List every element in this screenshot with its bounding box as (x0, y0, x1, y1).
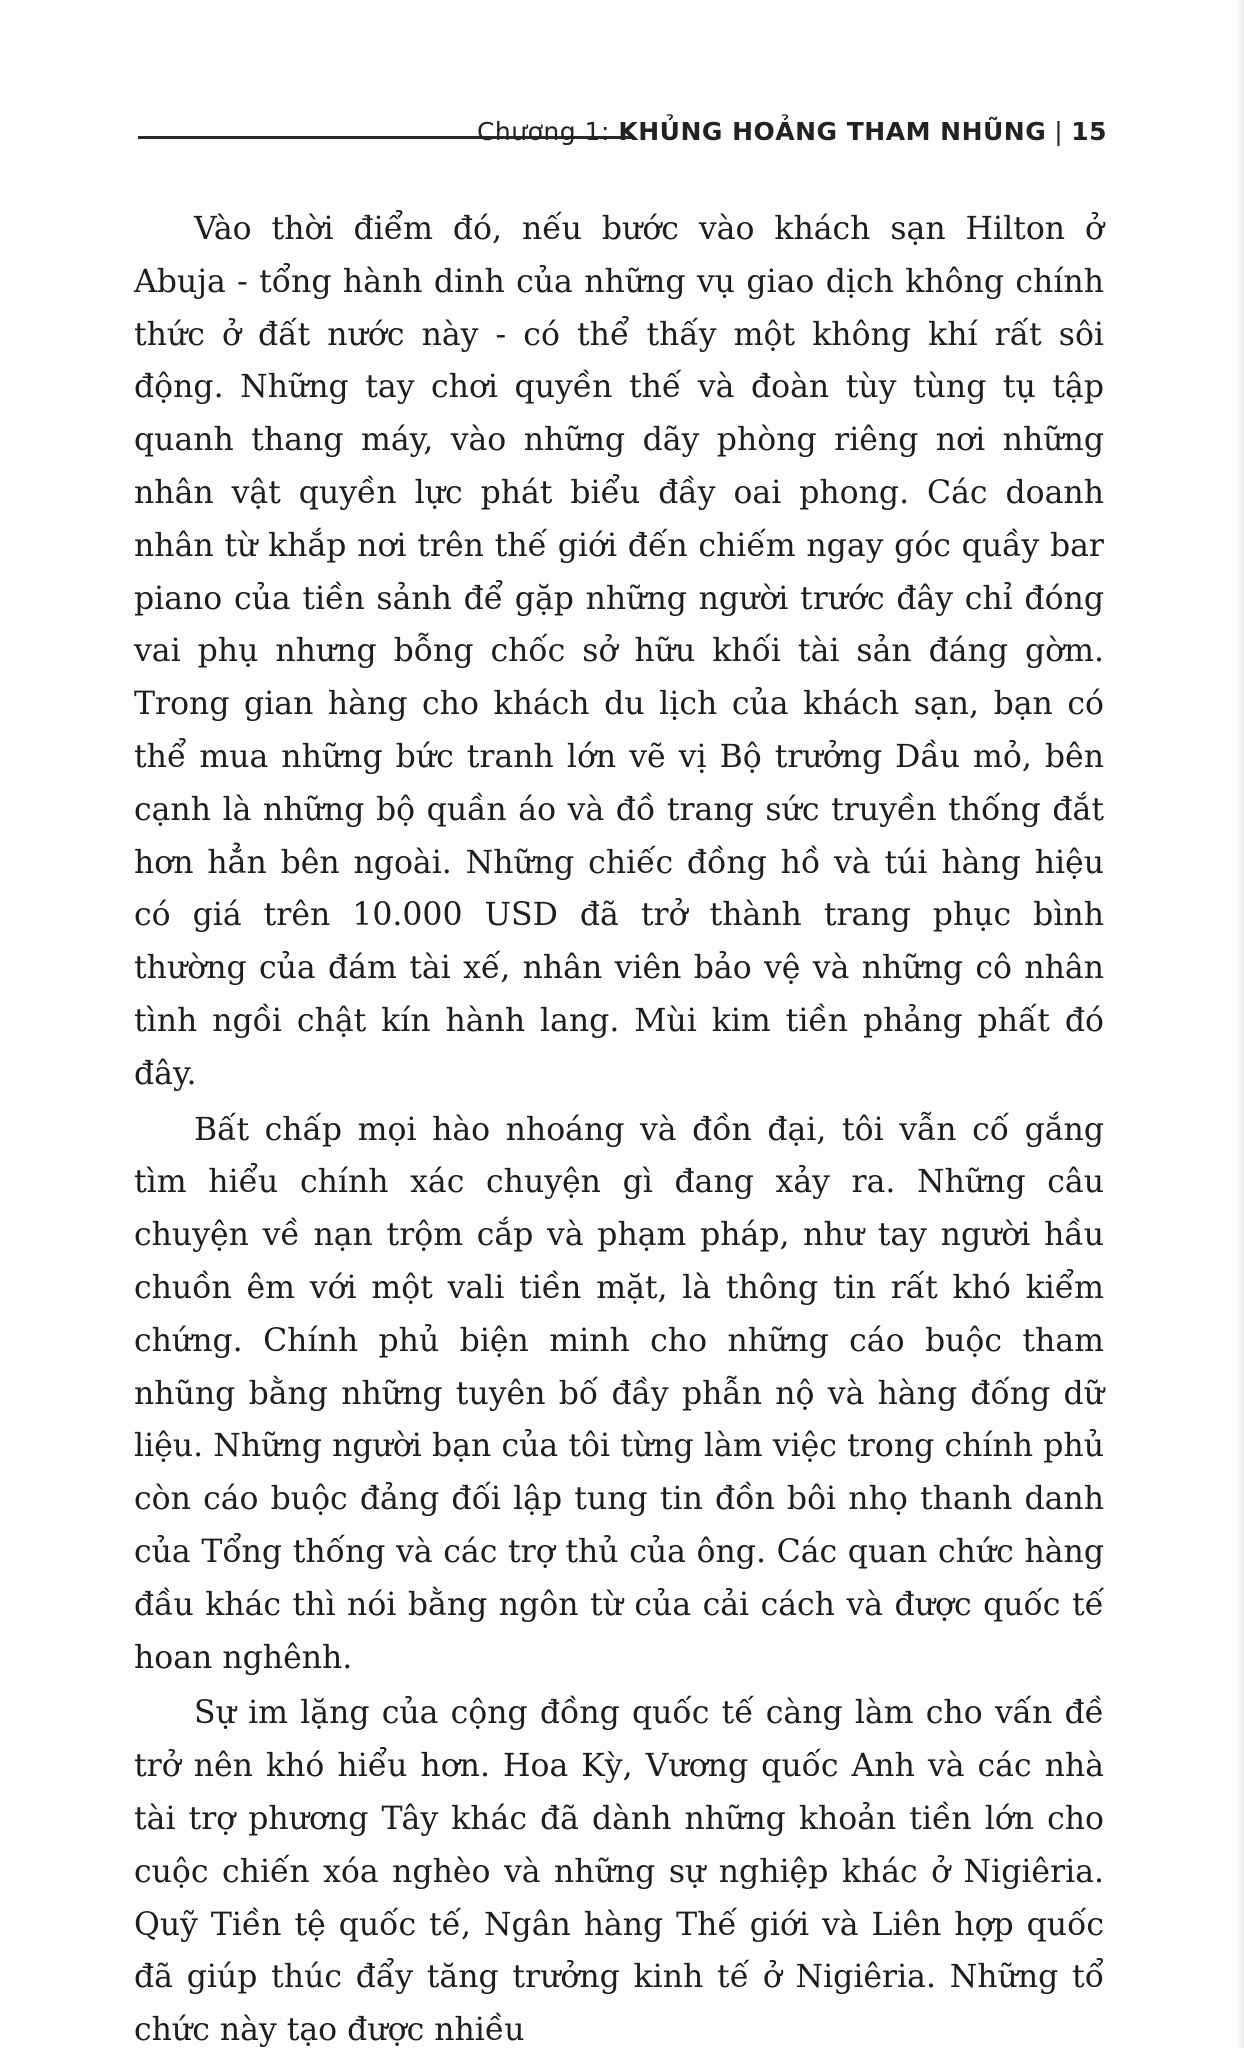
running-head (477, 112, 1107, 152)
paragraph-2: Bất chấp mọi hào nhoáng và đồn đại, tôi vẫn cố gắng tìm hiểu chính xác chuyện gì đang xảy ra. Những câu chuyện về nạn trộm cắp và phạm pháp, như tay người hầu chuồn êm với một vali tiền mặt, là thông tin rất khó kiểm chứng. Chính phủ biện minh cho những cáo buộc tham nhũng bằng những tuyên bố đầy phẫn nộ và hàng đống dữ liệu. Những người bạn của tôi từng làm việc trong chính phủ còn cáo buộc đảng đối lập tung tin đồn bôi nhọ thanh danh của Tổng thống và các trợ thủ của ông. Các quan chức hàng đầu khác thì nói bằng ngôn từ của cải cách và được quốc tế hoan nghênh. (134, 1111, 1104, 1676)
chapter-title: KHỦNG HOẢNG THAM NHŨNG (618, 117, 1047, 146)
header-separator: | (1054, 117, 1064, 146)
page-edge-shadow (1238, 0, 1244, 2048)
page-header (138, 112, 1107, 152)
paragraph-3: Sự im lặng của cộng đồng quốc tế càng làm cho vấn đề trở nên khó hiểu hơn. Hoa Kỳ, Vương quốc Anh và các nhà tài trợ phương Tây khác đã dành những khoản tiền lớn cho cuộc chiến xóa nghèo và những sự nghiệp khác ở Nigiêria. Quỹ Tiền tệ quốc tế, Ngân hàng Thế giới và Liên hợp quốc đã giúp thúc đẩy tăng trưởng kinh tế ở Nigiêria. Những tổ chức này tạo được nhiều (134, 1695, 1104, 2049)
chapter-label: Chương 1: (476, 117, 610, 146)
paragraph-1: Vào thời điểm đó, nếu bước vào khách sạn Hilton ở Abuja - tổng hành dinh của những vụ giao dịch không chính thức ở đất nước này - có thể thấy một không khí rất sôi động. Những tay chơi quyền thế và đoàn tùy tùng tụ tập quanh thang máy, vào những dãy phòng riêng nơi những nhân vật quyền lực phát biểu đầy oai phong. Các doanh nhân từ khắp nơi trên thế giới đến chiếm ngay góc quầy bar piano của tiền sảnh để gặp những người trước đây chỉ đóng vai phụ nhưng bỗng chốc sở hữu khối tài sản đáng gờm. Trong gian hàng cho khách du lịch của khách sạn, bạn có thể mua những bức tranh lớn vẽ vị Bộ trưởng Dầu mỏ, bên cạnh là những bộ quần áo và đồ trang sức truyền thống đắt hơn hẳn bên ngoài. Những chiếc đồng hồ và túi hàng hiệu có giá trên 10.000 USD đã trở thành trang phục bình thường của đám tài xế, nhân viên bảo vệ và những cô nhân tình ngồi chật kín hành lang. Mùi kim tiền phảng phất đó đây. (134, 211, 1104, 1092)
body-text (134, 203, 1104, 2057)
page-number: 15 (1071, 117, 1107, 146)
